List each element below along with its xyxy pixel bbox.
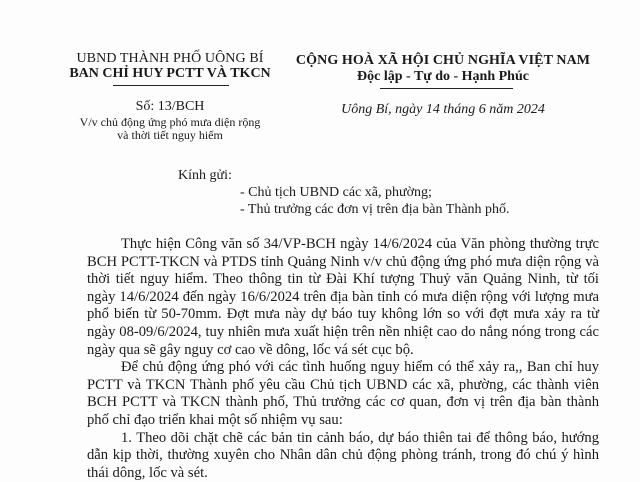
- recipient-item: - Chủ tịch UBND các xã, phường;: [240, 185, 432, 200]
- body-paragraph: Để chủ động ứng phó với các tình huống nguy hiểm có thể xảy ra,, Ban chỉ huy PCTT và TKCN Thành phố yêu cầu Chủ tịch UBND các xã, phường, các thành viên BCH PCTT và TKCN thành phố, Thủ trưởng các cơ quan, đơn vị trên địa bàn thành phố chỉ đạo triển khai một số nhiệm vụ sau:: [87, 359, 599, 428]
- national-title: CỘNG HOÀ XÃ HỘI CHỦ NGHĨA VIỆT NAM: [295, 53, 591, 68]
- recipients-greeting: Kính gửi:: [178, 168, 232, 183]
- subject-line-1: V/v chủ động ứng phó mưa diện rộng: [79, 115, 261, 129]
- header-right-underline: [380, 88, 513, 89]
- header-left-underline: [113, 85, 229, 86]
- recipient-item: - Thủ trưởng các đơn vị trên địa bàn Thành phố.: [240, 202, 510, 217]
- body-paragraph: Thực hiện Công văn số 34/VP-BCH ngày 14/6/2024 của Văn phòng thường trực BCH PCTT-TKCN và PTDS tỉnh Quảng Ninh v/v chủ động ứng phó mưa diện rộng và thời tiết nguy hiểm. Theo thông tin từ Đài Khí tượng Thuỷ văn Quảng Ninh, từ tối ngày 14/6/2024 đến ngày 16/6/2024 trên địa bàn tỉnh có mưa diện rộng với lượng mưa phổ biến từ 50-70mm. Đợt mưa này dự báo tuy không lớn so với đợt mưa xảy ra từ ngày 08-09/6/2024, tuy nhiên mưa xuất hiện trên nền nhiệt cao do nắng nóng trong các ngày qua sẽ gây nguy cơ cao về dông, lốc vá sét cục bộ.: [87, 236, 599, 358]
- subject-line-2: và thời tiết nguy hiểm: [117, 128, 223, 142]
- document-body: [87, 236, 599, 482]
- document-number: Số: 13/BCH: [135, 99, 205, 114]
- place-date: Uông Bí, ngày 14 tháng 6 năm 2024: [341, 102, 545, 117]
- document-subject: [40, 116, 300, 142]
- body-paragraph: 1. Theo dõi chặt chẽ các bản tin cảnh báo, dự báo thiên tai để thông báo, hướng dẫn kịp thời, thường xuyên cho Nhân dân chủ động phòng tránh, trong đó chú ý hình thái dông, lốc và sét.: [87, 429, 599, 481]
- national-motto: Độc lập - Tự do - Hạnh Phúc: [357, 69, 529, 84]
- issuing-agency: UBND THÀNH PHỐ UÔNG BÍ: [76, 51, 264, 66]
- issuing-committee: BAN CHỈ HUY PCTT VÀ TKCN: [69, 66, 271, 81]
